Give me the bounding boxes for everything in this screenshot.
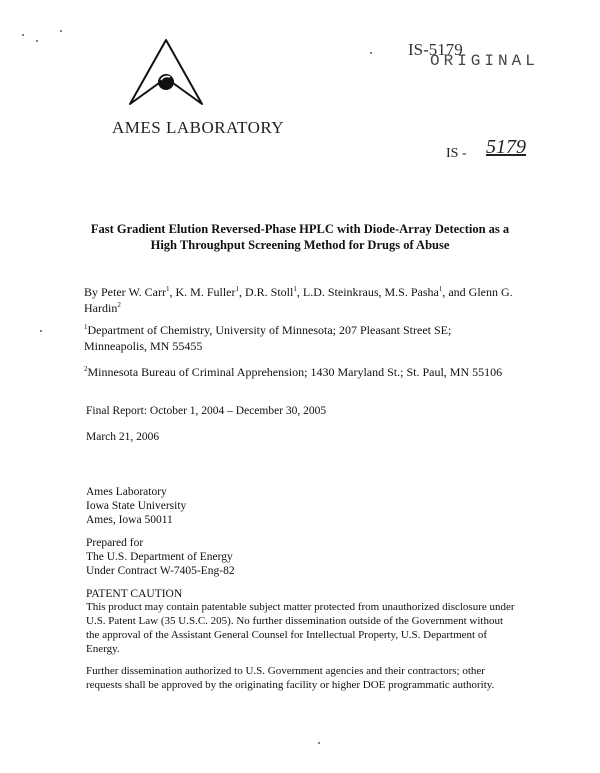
scan-speck: [36, 40, 38, 42]
author-text: , L.D. Steinkraus, M.S. Pasha: [296, 285, 439, 299]
ames-laboratory-logo: [126, 38, 206, 108]
organization-name: AMES LABORATORY: [112, 118, 285, 137]
lab-address: [86, 485, 186, 527]
report-number-stamp: IS-5179: [408, 40, 463, 59]
author-superscript: 1: [293, 285, 297, 293]
scan-speck: [318, 742, 320, 744]
affiliation-superscript: 1: [84, 323, 88, 331]
dissemination-notice: Further dissemination authorized to U.S. Government agencies and their contractors; other requests shall be approved by the originating facility or higher DOE programmatic authority.: [86, 665, 495, 691]
author-text: , D.R. Stoll: [239, 285, 294, 299]
author-superscript: 1: [235, 285, 239, 293]
document-title: Fast Gradient Elution Reversed-Phase HPLC with Diode-Array Detection as a High Throughput Screening Method for Drugs of Abuse: [90, 222, 510, 252]
scan-speck: [22, 34, 24, 36]
prepared-line: The U.S. Department of Energy: [86, 551, 233, 563]
patent-caution-heading: PATENT CAUTION: [86, 588, 183, 600]
author-list: [84, 284, 524, 316]
address-line: Ames, Iowa 50011: [86, 514, 173, 526]
is-number-handwritten: 5179: [486, 136, 526, 158]
affiliation-2: [84, 364, 524, 380]
original-stamp: ORIGINAL: [430, 52, 539, 70]
affiliation-text: Minnesota Bureau of Criminal Apprehension; 1430 Maryland St.; St. Paul, MN 55106: [87, 365, 503, 379]
report-period: Final Report: October 1, 2004 – December 30, 2005: [86, 405, 327, 417]
address-line: Ames Laboratory: [86, 486, 167, 498]
scan-speck: [370, 52, 372, 54]
prepared-for: [86, 536, 235, 578]
author-text: , K. M. Fuller: [169, 285, 236, 299]
author-superscript: 1: [166, 285, 170, 293]
author-text: By Peter W. Carr: [84, 285, 166, 299]
prepared-line: Under Contract W-7405-Eng-82: [86, 565, 235, 577]
patent-caution-text: This product may contain patentable subject matter protected from unauthorized disclosure under U.S. Patent Law (35 U.S.C. 205). No further dissemination outside of the Government without the approval of the Assistant General Counsel for Intellectual Property, U.S. Department of Energy.: [86, 601, 515, 655]
scan-speck: [40, 330, 42, 332]
author-text: , and Glenn G. Hardin: [84, 285, 513, 315]
address-line: Iowa State University: [86, 500, 187, 512]
affiliation-superscript: 2: [84, 365, 88, 373]
prepared-line: Prepared for: [86, 537, 144, 549]
report-date: March 21, 2006: [86, 431, 160, 443]
is-number-label: IS -: [446, 146, 467, 161]
affiliation-1: [84, 322, 504, 354]
author-superscript: 2: [117, 301, 121, 309]
scan-speck: [60, 30, 62, 32]
author-superscript: 1: [438, 285, 443, 293]
affiliation-text: Department of Chemistry, University of Minnesota; 207 Pleasant Street SE; Minneapolis, MN 55455: [84, 323, 452, 353]
